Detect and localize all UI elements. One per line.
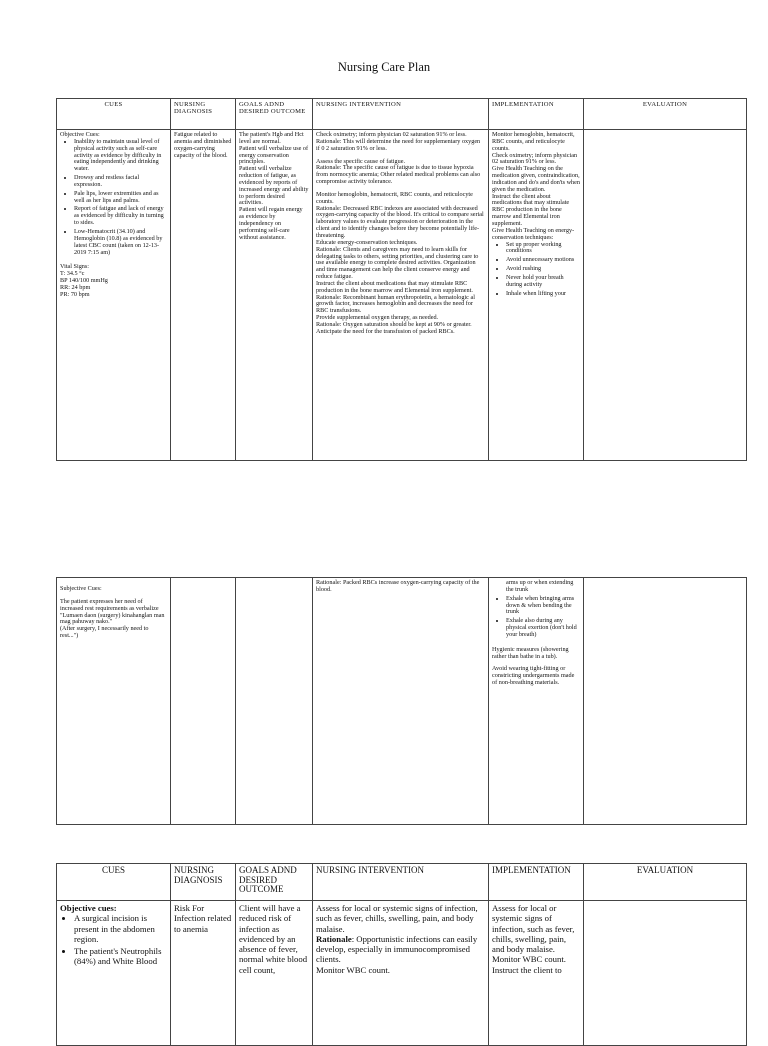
technique-list-continued (492, 580, 580, 594)
list-item: arms up or when extending the trunk (506, 579, 574, 593)
technique-list (492, 242, 580, 298)
list-item: • Low-Hematocrit (34.10) and Hemoglobin (10.8) as evidenced by latest CBC count (taken on 12-13-2019 7:15 am) (74, 229, 167, 256)
table-header-row (57, 99, 747, 130)
rationale-item: Rationale: This will determine the need for supplementary oxygen if 0 2 saturation 91% or less. (316, 137, 481, 152)
diagnosis-cell (171, 578, 236, 825)
intervention-item: Anticipate the need for the transfusion of packed RBCs. (316, 327, 455, 335)
evaluation-cell (584, 578, 747, 825)
evaluation-cell (584, 130, 747, 461)
list-item: • Drowsy and restless facial expression. (74, 175, 167, 189)
implementation-item: Give Health Teaching on the medication given, contraindication, indication and do's and don'ts when given the medication. (492, 165, 580, 193)
intervention-item: Provide supplemental oxygen therapy, as needed. (316, 314, 439, 322)
cues-list (60, 139, 167, 257)
cues-list (60, 913, 167, 966)
table-row (57, 578, 747, 825)
list-item: • Inability to maintain usual level of physical activity such as self-care activity as evidence by difficulty in eating independently and drinking water. (74, 139, 167, 173)
cues-cell (57, 130, 171, 461)
table-row (57, 130, 747, 461)
header-evaluation: EVALUATION (584, 864, 747, 901)
list-item: • Set up proper working conditions (506, 242, 580, 256)
goal-item: Patient will verbalize use of energy conservation principles. (239, 144, 309, 166)
implementation-item: Instruct the client about medications that may stimulate RBC production in the bone marrow and Elemental iron supplement. (492, 192, 570, 227)
list-item: • Avoid rushing (506, 266, 580, 273)
table-header-row (57, 864, 747, 901)
diagnosis-cell (171, 130, 236, 461)
header-goals: GOALS ADND DESIRED OUTCOME (236, 864, 313, 901)
list-item: • Pale lips, lower extremities and as well as her lips and palms. (74, 191, 167, 205)
cues-cell (57, 578, 171, 825)
cues-text: The patient expresses her need of increased rest requirements as verbalize "Lumaen daon (surgery) kinahanglan man mag pahuway nako." (60, 597, 165, 626)
implementation-cell (489, 130, 584, 461)
implementation-item: Instruct the client to (492, 964, 562, 975)
implementation-item: Monitor hemoglobin, hematocrit, RBC counts, and reticulocyte counts. (492, 131, 575, 152)
goals-cell (236, 578, 313, 825)
list-item: • Never hold your breath during activity (506, 275, 580, 289)
intervention-item: Assess the specific cause of fatigue. (316, 157, 405, 165)
header-evaluation: EVALUATION (584, 99, 747, 130)
intervention-item: Monitor WBC count. (316, 964, 390, 975)
care-plan-table-continued (56, 577, 747, 825)
diagnosis-text: Fatigue related to anemia and diminished oxygen-carrying capacity of the blood. (174, 131, 232, 159)
goals-cell (236, 130, 313, 461)
rationale-item: Rationale: The specific cause of fatigue is due to tissue hypoxia from normocytic anemia; Other related medical problems can also compromise activity tolerance. (316, 164, 481, 186)
list-item: • Inhale when lifting your (506, 291, 580, 298)
rationale-item: Rationale: Clients and caregivers may need to learn skills for delegating tasks to others, setting priorities, and clustering care to use available energy to complete desired activities. Organization and time management can help the client conserve energy and reduce fatigue. (316, 245, 479, 281)
rationale-item: Rationale: Recombinant human erythropoietin, a hematologic al growth factor, increases hemoglobin and decreases the need for RBC transfusions. (316, 293, 475, 315)
hygienic-measures: Hygienic measures (showering rather than bathe in a tub). (492, 645, 569, 660)
rationale-item: Rationale: Decreased RBC indexes are associated with decreased oxygen-carrying capacity of the blood. It's critical to compare serial laboratory values to evaluate progression or deterioration in the client and to identify changes before they become potentially life-threatening. (316, 204, 484, 239)
intervention-item: Assess for local or systemic signs of infection, such as fever, chills, swelling, pain, and body malaise. (316, 903, 478, 934)
implementation-item: Assess for local or systemic signs of infection, such as fever, chills, swelling, pain, and body malaise. (492, 903, 575, 955)
care-plan-table-fatigue (56, 98, 747, 461)
rationale-label: Rationale (316, 933, 352, 944)
cues-translation: (After surgery, I necessarily need to rest...") (60, 625, 149, 640)
list-item: • A surgical incision is present in the abdomen region. (74, 913, 167, 944)
rationale-text: : Opportunistic infections can easily develop, especially in immunocompromised clients. (316, 933, 478, 965)
intervention-item: Educate energy-conservation techniques. (316, 238, 418, 246)
header-intervention: NURSING INTERVENTION (313, 864, 489, 901)
rationale-item: Rationale: Oxygen saturation should be kept at 90% or greater. (316, 320, 472, 328)
implementation-item: Check oximetry; inform physician 02 saturation 91% or less. (492, 151, 578, 166)
cues-heading: Objective cues: (60, 903, 117, 913)
list-item: • Report of fatigue and lack of energy as evidenced by difficulty in turning to sides. (74, 206, 167, 227)
vital-sign: T: 34.5 °c (60, 270, 85, 278)
intervention-item: Instruct the client about medications that may stimulate RBC production in the bone marrow and Elemental iron supplement. (316, 279, 473, 294)
care-plan-table-infection (56, 863, 747, 1046)
list-item: • Avoid unnecessary motions (506, 257, 580, 264)
header-intervention: NURSING INTERVENTION (313, 99, 489, 130)
rationale-item (316, 934, 485, 965)
list-item: • The patient's Neutrophils (84%) and White Blood (74, 946, 167, 967)
technique-list (492, 596, 580, 639)
implementation-cell (489, 578, 584, 825)
header-goals: GOALS ADND DESIRED OUTCOME (236, 99, 313, 130)
vital-sign: PR: 70 bpm (60, 290, 90, 298)
cues-heading: Objective Cues: (60, 131, 100, 138)
header-diagnosis: NURSING DIAGNOSIS (171, 864, 236, 901)
intervention-item: Check oximetry; inform physician 02 saturation 91% or less. (316, 131, 467, 138)
list-item: • Exhale also during any physical exertion (don't hold your breath) (506, 618, 580, 639)
header-cues: CUES (57, 99, 171, 130)
intervention-cell (313, 578, 489, 825)
header-implementation: IMPLEMENTATION (489, 864, 584, 901)
implementation-item: Monitor WBC count. (492, 954, 566, 965)
vitals-heading: Vital Signs: (60, 263, 90, 271)
avoid-tight-clothing: Avoid wearing tight-fitting or constricting undergarments made of non-breathing materials. (492, 665, 575, 687)
intervention-item: Monitor hemoglobin, hematocrit, RBC counts, and reticulocyte counts. (316, 190, 473, 205)
header-diagnosis: NURSING DIAGNOSIS (171, 99, 236, 130)
list-item: • Exhale when bringing arms down & when bending the trunk (506, 596, 580, 617)
vital-sign: RR: 24 bpm (60, 283, 91, 291)
cues-heading: Subjective Cues: (60, 585, 102, 592)
goal-item: Client will have a reduced risk of infection as evidenced by an absence of fever, normal white blood cell count, (239, 903, 308, 975)
goal-item: Patient will regain energy as evidence by independency on performing self-care without assistance. (239, 206, 303, 241)
document-title: Nursing Care Plan (337, 60, 431, 74)
vital-sign: BP 140/100 mmHg (60, 277, 108, 285)
implementation-item: Give Health Teaching on energy-conservation techniques: (492, 226, 575, 241)
diagnosis-text: Risk For Infection related to anemia (174, 903, 232, 934)
goal-item: The patient's Hgb and Hct level are normal. (239, 131, 304, 145)
header-cues: CUES (57, 864, 171, 901)
goal-item: Patient will verbalize reduction of fatigue, as evidenced by reports of increased energy and ability to perform desired activities. (239, 165, 309, 207)
intervention-cell (313, 130, 489, 461)
rationale-item: Rationale: Packed RBCs increase oxygen-carrying capacity of the blood. (316, 579, 480, 593)
header-implementation: IMPLEMENTATION (489, 99, 584, 130)
